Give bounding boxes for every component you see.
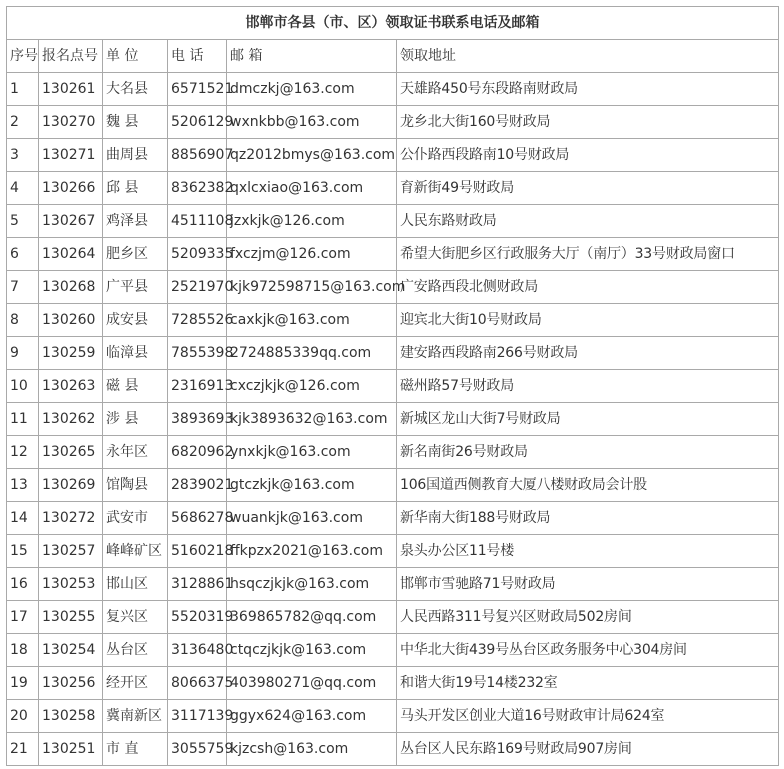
cell-unit: 成安县	[103, 304, 168, 337]
table-row	[7, 205, 779, 238]
cell-index: 13	[7, 469, 39, 502]
table-row	[7, 370, 779, 403]
cell-unit: 邯山区	[103, 568, 168, 601]
cell-email: jzxkjk@126.com	[227, 205, 397, 238]
table-row	[7, 106, 779, 139]
cell-phone: 7285526	[168, 304, 227, 337]
cell-index: 10	[7, 370, 39, 403]
table-row	[7, 502, 779, 535]
cell-unit: 馆陶县	[103, 469, 168, 502]
cell-index: 17	[7, 601, 39, 634]
cell-address: 马头开发区创业大道16号财政审计局624室	[397, 700, 779, 733]
cell-code: 130265	[39, 436, 103, 469]
cell-email: ffkpzx2021@163.com	[227, 535, 397, 568]
cell-phone: 6571521	[168, 73, 227, 106]
cell-index: 11	[7, 403, 39, 436]
table-row	[7, 733, 779, 766]
title-row	[7, 7, 779, 40]
cell-address: 龙乡北大街160号财政局	[397, 106, 779, 139]
cell-unit: 武安市	[103, 502, 168, 535]
cell-code: 130262	[39, 403, 103, 436]
header-cell-index: 序号	[7, 40, 39, 73]
table-row	[7, 304, 779, 337]
cell-email: 369865782@qq.com	[227, 601, 397, 634]
cell-address: 广安路西段北侧财政局	[397, 271, 779, 304]
cell-email: wuankjk@163.com	[227, 502, 397, 535]
cell-address: 丛台区人民东路169号财政局907房间	[397, 733, 779, 766]
cell-address: 建安路西段路南266号财政局	[397, 337, 779, 370]
cell-phone: 8362382	[168, 172, 227, 205]
cell-code: 130255	[39, 601, 103, 634]
cell-unit: 肥乡区	[103, 238, 168, 271]
cell-address: 磁州路57号财政局	[397, 370, 779, 403]
contact-table	[6, 6, 779, 766]
cell-phone: 7855398	[168, 337, 227, 370]
cell-unit: 复兴区	[103, 601, 168, 634]
cell-address: 新华南大街188号财政局	[397, 502, 779, 535]
cell-index: 7	[7, 271, 39, 304]
cell-code: 130263	[39, 370, 103, 403]
cell-code: 130256	[39, 667, 103, 700]
cell-index: 12	[7, 436, 39, 469]
cell-index: 19	[7, 667, 39, 700]
cell-email: gtczkjk@163.com	[227, 469, 397, 502]
table-row	[7, 139, 779, 172]
cell-email: cxczjkjk@126.com	[227, 370, 397, 403]
cell-address: 泉头办公区11号楼	[397, 535, 779, 568]
cell-phone: 8066375	[168, 667, 227, 700]
table-row	[7, 238, 779, 271]
cell-email: hsqczjkjk@163.com	[227, 568, 397, 601]
cell-unit: 冀南新区	[103, 700, 168, 733]
contact-table-container	[6, 6, 779, 766]
cell-email: 2724885339qq.com	[227, 337, 397, 370]
cell-code: 130271	[39, 139, 103, 172]
cell-code: 130261	[39, 73, 103, 106]
cell-address: 育新街49号财政局	[397, 172, 779, 205]
table-row	[7, 172, 779, 205]
cell-code: 130266	[39, 172, 103, 205]
cell-email: fxczjm@126.com	[227, 238, 397, 271]
cell-unit: 魏 县	[103, 106, 168, 139]
cell-address: 邯郸市雪驰路71号财政局	[397, 568, 779, 601]
cell-index: 1	[7, 73, 39, 106]
cell-phone: 5160218	[168, 535, 227, 568]
cell-index: 20	[7, 700, 39, 733]
cell-email: kjzcsh@163.com	[227, 733, 397, 766]
cell-address: 新城区龙山大街7号财政局	[397, 403, 779, 436]
cell-unit: 涉 县	[103, 403, 168, 436]
cell-address: 迎宾北大街10号财政局	[397, 304, 779, 337]
cell-index: 2	[7, 106, 39, 139]
cell-email: qxlcxiao@163.com	[227, 172, 397, 205]
cell-index: 4	[7, 172, 39, 205]
cell-index: 6	[7, 238, 39, 271]
cell-code: 130251	[39, 733, 103, 766]
cell-email: ynxkjk@163.com	[227, 436, 397, 469]
cell-phone: 3893693	[168, 403, 227, 436]
cell-address: 天雄路450号东段路南财政局	[397, 73, 779, 106]
table-row	[7, 73, 779, 106]
header-cell-unit: 单 位	[103, 40, 168, 73]
header-row	[7, 40, 779, 73]
cell-code: 130253	[39, 568, 103, 601]
cell-address: 和谐大街19号14楼232室	[397, 667, 779, 700]
cell-phone: 4511108	[168, 205, 227, 238]
cell-unit: 鸡泽县	[103, 205, 168, 238]
cell-index: 21	[7, 733, 39, 766]
cell-index: 14	[7, 502, 39, 535]
cell-email: dmczkj@163.com	[227, 73, 397, 106]
cell-index: 8	[7, 304, 39, 337]
cell-address: 新名南街26号财政局	[397, 436, 779, 469]
cell-email: kjk972598715@163.com	[227, 271, 397, 304]
cell-phone: 2316913	[168, 370, 227, 403]
table-row	[7, 271, 779, 304]
cell-phone: 6820962	[168, 436, 227, 469]
cell-phone: 3128861	[168, 568, 227, 601]
cell-unit: 市 直	[103, 733, 168, 766]
cell-email: kjk3893632@163.com	[227, 403, 397, 436]
cell-unit: 磁 县	[103, 370, 168, 403]
cell-code: 130269	[39, 469, 103, 502]
table-row	[7, 634, 779, 667]
cell-index: 5	[7, 205, 39, 238]
cell-email: qz2012bmys@163.com	[227, 139, 397, 172]
table-row	[7, 337, 779, 370]
cell-phone: 5520319	[168, 601, 227, 634]
cell-code: 130272	[39, 502, 103, 535]
cell-unit: 峰峰矿区	[103, 535, 168, 568]
cell-code: 130260	[39, 304, 103, 337]
cell-phone: 3136480	[168, 634, 227, 667]
table-row	[7, 535, 779, 568]
cell-email: wxnkbb@163.com	[227, 106, 397, 139]
cell-phone: 5209335	[168, 238, 227, 271]
cell-index: 16	[7, 568, 39, 601]
header-cell-address: 领取地址	[397, 40, 779, 73]
cell-address: 人民西路311号复兴区财政局502房间	[397, 601, 779, 634]
cell-email: caxkjk@163.com	[227, 304, 397, 337]
cell-unit: 丛台区	[103, 634, 168, 667]
table-row	[7, 601, 779, 634]
cell-phone: 8856907	[168, 139, 227, 172]
table-row	[7, 469, 779, 502]
table-row	[7, 403, 779, 436]
cell-phone: 5206129	[168, 106, 227, 139]
cell-index: 9	[7, 337, 39, 370]
table-row	[7, 700, 779, 733]
header-cell-code: 报名点号	[39, 40, 103, 73]
cell-code: 130259	[39, 337, 103, 370]
cell-code: 130257	[39, 535, 103, 568]
cell-address: 希望大街肥乡区行政服务大厅（南厅）33号财政局窗口	[397, 238, 779, 271]
cell-address: 106国道西侧教育大厦八楼财政局会计股	[397, 469, 779, 502]
cell-phone: 3117139	[168, 700, 227, 733]
cell-address: 中华北大街439号丛台区政务服务中心304房间	[397, 634, 779, 667]
cell-unit: 曲周县	[103, 139, 168, 172]
cell-index: 18	[7, 634, 39, 667]
cell-email: ggyx624@163.com	[227, 700, 397, 733]
cell-code: 130254	[39, 634, 103, 667]
table-row	[7, 436, 779, 469]
cell-index: 3	[7, 139, 39, 172]
cell-unit: 临漳县	[103, 337, 168, 370]
cell-address: 人民东路财政局	[397, 205, 779, 238]
cell-code: 130268	[39, 271, 103, 304]
cell-phone: 3055759	[168, 733, 227, 766]
cell-address: 公仆路西段路南10号财政局	[397, 139, 779, 172]
table-row	[7, 568, 779, 601]
cell-email: ctqczjkjk@163.com	[227, 634, 397, 667]
header-cell-phone: 电 话	[168, 40, 227, 73]
cell-phone: 2521970	[168, 271, 227, 304]
cell-unit: 大名县	[103, 73, 168, 106]
header-cell-email: 邮 箱	[227, 40, 397, 73]
table-row	[7, 667, 779, 700]
cell-phone: 5686278	[168, 502, 227, 535]
cell-email: 403980271@qq.com	[227, 667, 397, 700]
cell-code: 130264	[39, 238, 103, 271]
cell-unit: 永年区	[103, 436, 168, 469]
cell-code: 130267	[39, 205, 103, 238]
cell-unit: 广平县	[103, 271, 168, 304]
cell-index: 15	[7, 535, 39, 568]
table-title: 邯郸市各县（市、区）领取证书联系电话及邮箱	[7, 7, 779, 40]
cell-unit: 经开区	[103, 667, 168, 700]
cell-phone: 2839021	[168, 469, 227, 502]
cell-unit: 邱 县	[103, 172, 168, 205]
cell-code: 130270	[39, 106, 103, 139]
cell-code: 130258	[39, 700, 103, 733]
